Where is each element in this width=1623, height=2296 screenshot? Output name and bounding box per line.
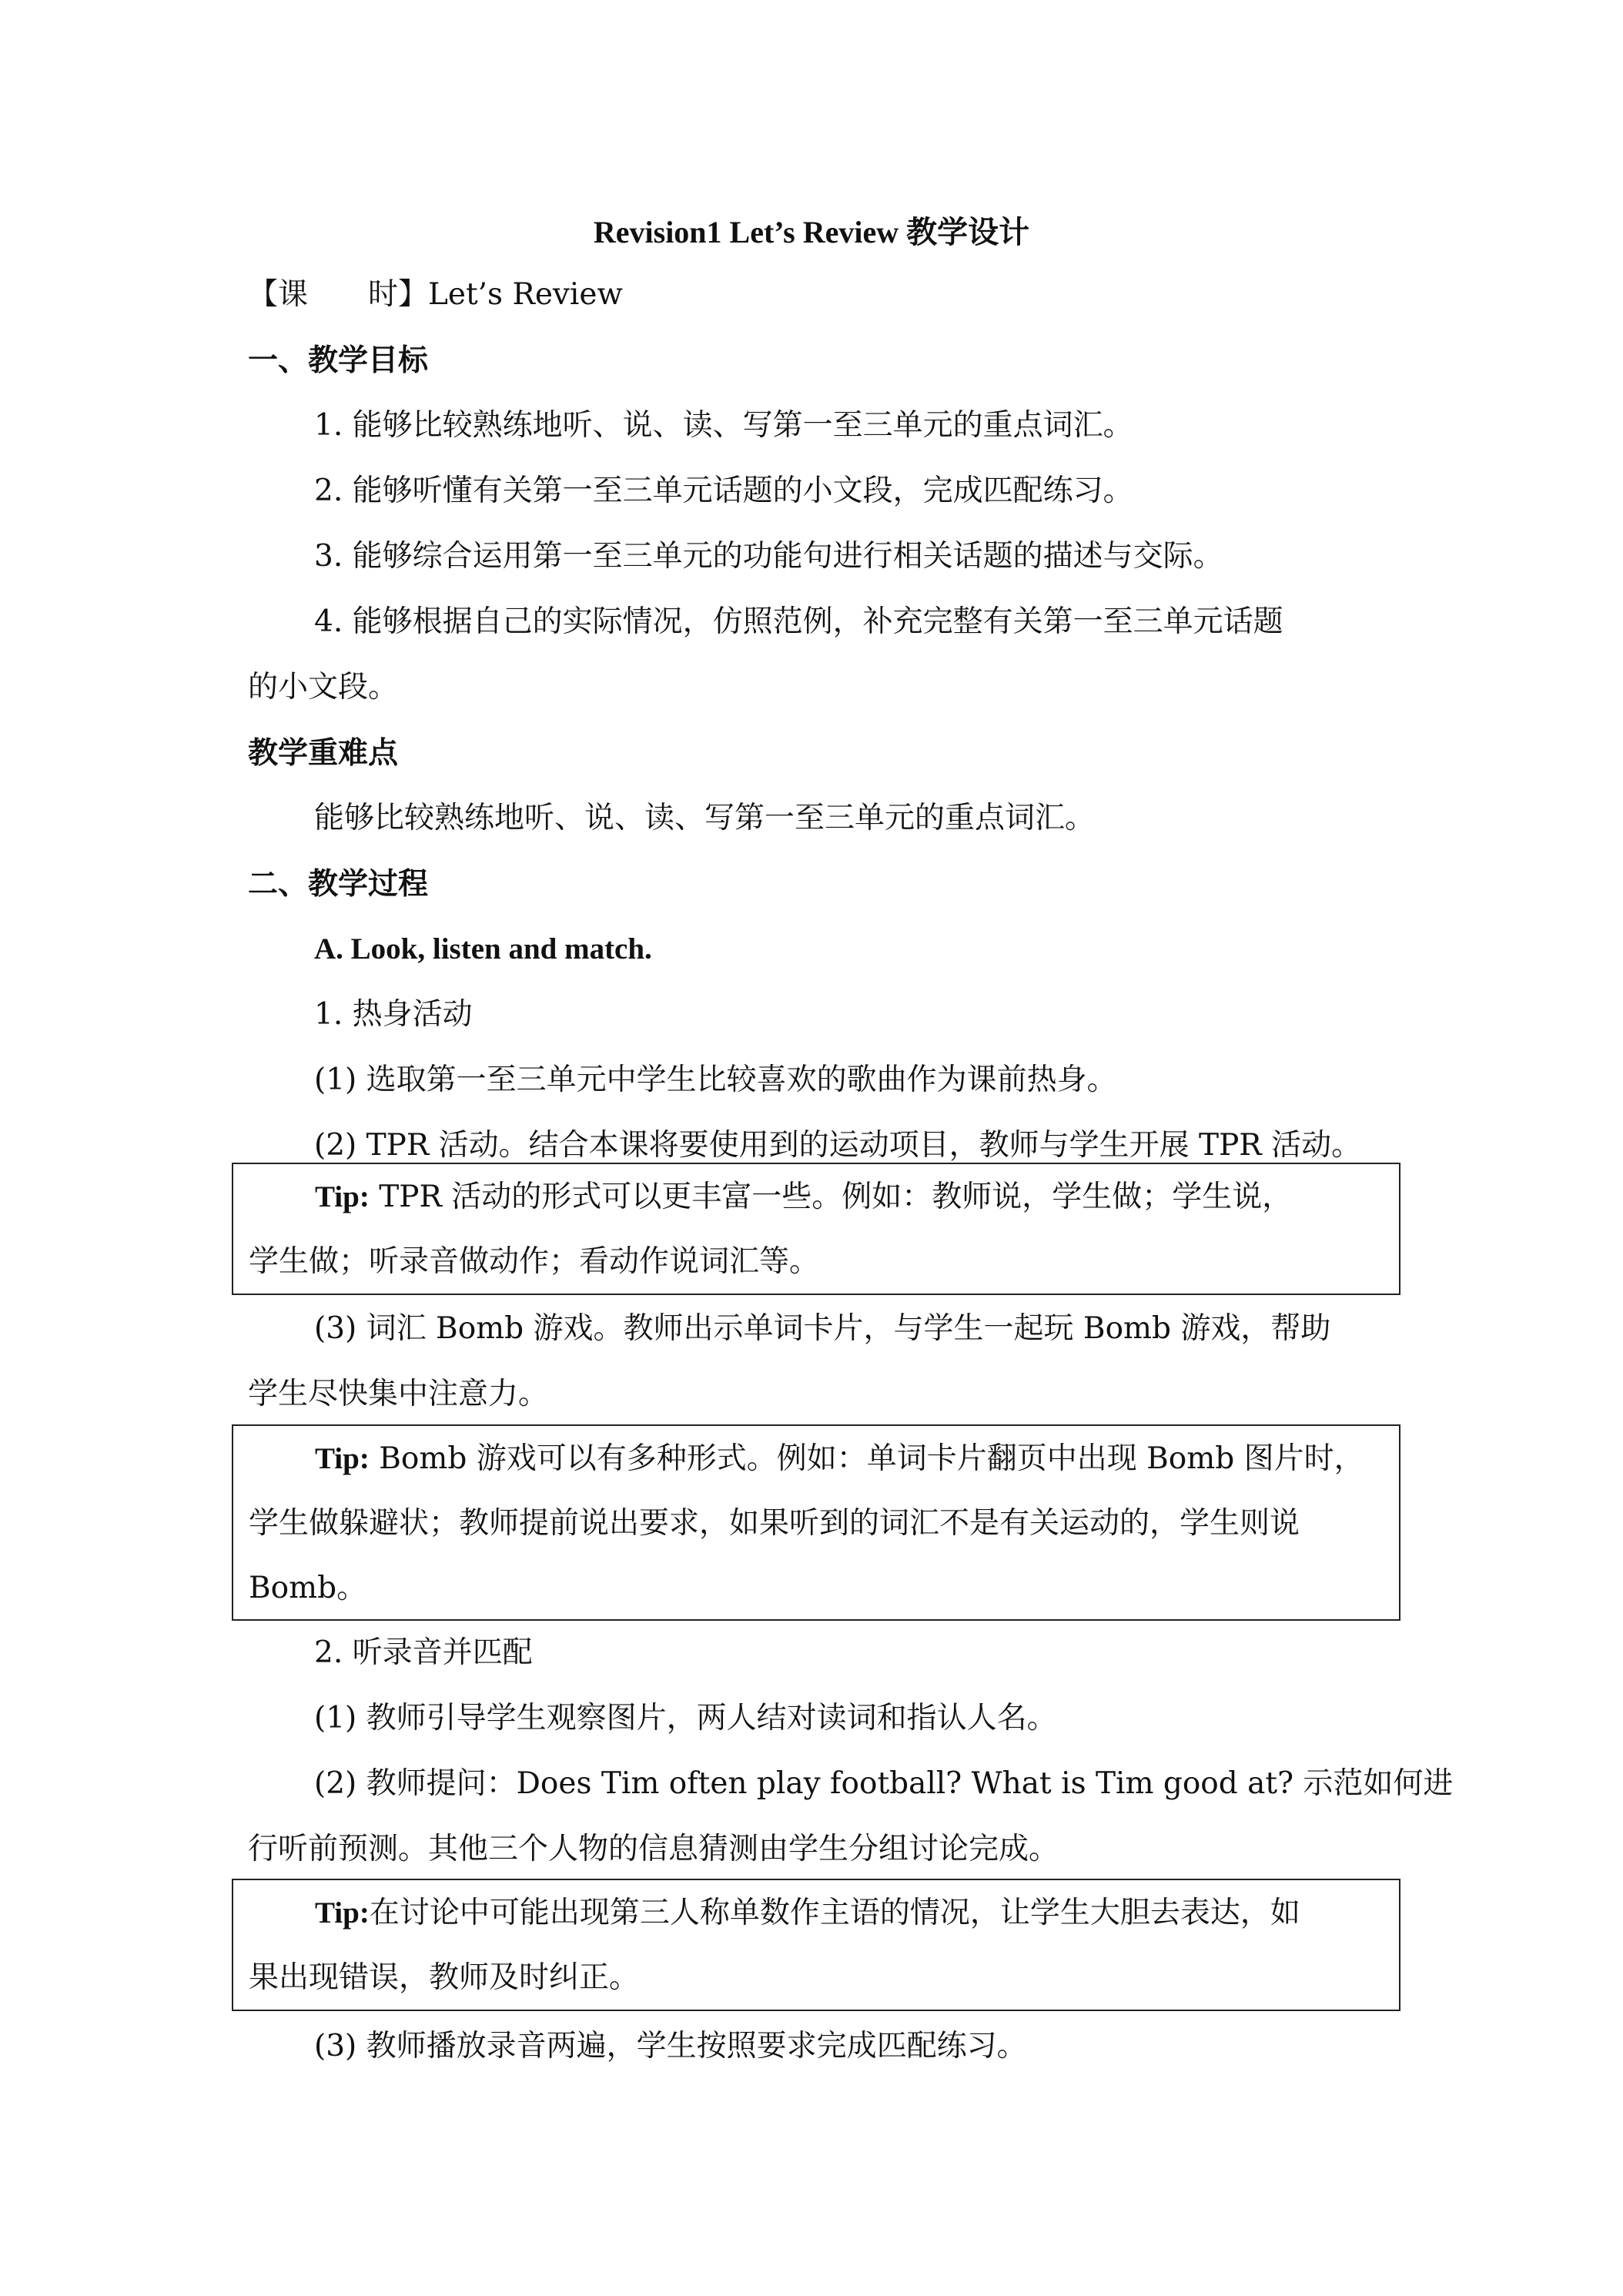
step-2-item-1: (1) 教师引导学生观察图片，两人结对读词和指认人名。 <box>314 1701 1057 1735</box>
tip-1-label: Tip: <box>315 1180 370 1213</box>
step-1-item-1: (1) 选取第一至三单元中学生比较喜欢的歌曲作为课前热身。 <box>314 1063 1117 1097</box>
step-1-item-2: (2) TPR 活动。结合本课将要使用到的运动项目，教师与学生开展 TPR 活动。 <box>314 1128 1362 1163</box>
goal-3: 3. 能够综合运用第一至三单元的功能句进行相关话题的描述与交际。 <box>314 539 1223 574</box>
tip-1-text-1: TPR 活动的形式可以更丰富一些。例如：教师说，学生做；学生说， <box>369 1180 1293 1214</box>
tip-2-line-3: Bomb。 <box>249 1571 367 1605</box>
tip-box-2 <box>232 1424 1400 1621</box>
step-1-item-3-continued: 学生尽快集中注意力。 <box>248 1377 549 1411</box>
tip-1-line-1 <box>315 1164 1292 1230</box>
key-points-text: 能够比较熟练地听、说、读、写第一至三单元的重点词汇。 <box>314 801 1096 835</box>
key-points-heading: 教学重难点 <box>248 735 399 771</box>
tip-3-line-2: 果出现错误，教师及时纠正。 <box>249 1960 640 1995</box>
goal-1: 1. 能够比较熟练地听、说、读、写第一至三单元的重点词汇。 <box>314 408 1133 443</box>
document-title: Revision1 Let’s Review 教学设计 <box>593 215 1030 249</box>
step-2-item-3: (3) 教师播放录音两遍，学生按照要求完成匹配练习。 <box>314 2029 1027 2063</box>
tip-1-line-2: 学生做；听录音做动作；看动作说词汇等。 <box>249 1244 820 1279</box>
step-2-item-2: (2) 教师提问：Does Tim often play football? What is Tim good at? 示范如何进 <box>314 1766 1454 1801</box>
step-1-item-3: (3) 词汇 Bomb 游戏。教师出示单词卡片，与学生一起玩 Bomb 游戏，帮助 <box>314 1311 1331 1346</box>
tip-2-line-2: 学生做躲避状；教师提前说出要求，如果听到的词汇不是有关运动的，学生则说 <box>249 1506 1300 1541</box>
goal-4-continued: 的小文段。 <box>248 670 399 705</box>
tip-2-line-1 <box>315 1426 1364 1492</box>
goal-2: 2. 能够听懂有关第一至三单元话题的小文段，完成匹配练习。 <box>314 474 1133 508</box>
step-1-heading: 1. 热身活动 <box>314 997 473 1032</box>
tip-box-1 <box>232 1163 1400 1295</box>
section-heading-process: 二、教学过程 <box>248 866 429 902</box>
tip-3-text-1: 在讨论中可能出现第三人称单数作主语的情况，让学生大胆去表达，如 <box>369 1896 1300 1930</box>
section-heading-goals: 一、教学目标 <box>248 343 429 378</box>
step-2-item-2-continued: 行听前预测。其他三个人物的信息猜测由学生分组讨论完成。 <box>248 1832 1059 1866</box>
tip-box-3 <box>232 1879 1400 2011</box>
tip-3-line-1 <box>315 1880 1300 1946</box>
tip-2-label: Tip: <box>315 1442 370 1475</box>
step-2-heading: 2. 听录音并匹配 <box>314 1635 533 1670</box>
lesson-line: 【课 时】Let’s Review <box>248 277 623 312</box>
tip-3-label: Tip: <box>315 1896 370 1930</box>
goal-4: 4. 能够根据自己的实际情况，仿照范例，补充完整有关第一至三单元话题 <box>314 604 1283 639</box>
tip-2-text-1: Bomb 游戏可以有多种形式。例如：单词卡片翻页中出现 Bomb 图片时， <box>369 1441 1364 1476</box>
subsection-a-heading: A. Look, listen and match. <box>314 932 652 966</box>
